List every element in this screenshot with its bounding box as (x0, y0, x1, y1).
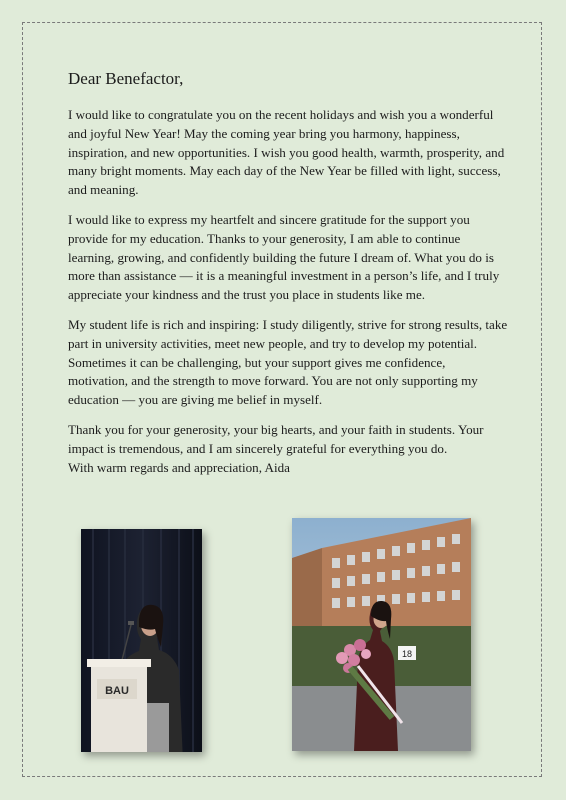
letter-paragraph-2: I would like to express my heartfelt and sincere gratitude for the support you provide for my education. Thanks to your generosity, I am able to continue learning, growing, and confidently building the future I dream of. What you do is more than assistance — it is a meaningful investment in a person’s life, and I truly appreciate your kindness and the trust you place in students like me. (68, 211, 500, 303)
photo-speech-at-podium (81, 529, 202, 752)
podium-logo-text: BAU (105, 685, 129, 697)
letter-body (68, 68, 508, 477)
letter-paragraph-3: My student life is rich and inspiring: I study diligently, strive for strong results, take part in university activities, meet new people, and try to develop my potential. Sometimes it can be challenging, but your support gives me confidence, motivation, and the strength to move forward. You are not only supporting my education — you are giving me belief in myself. (68, 316, 508, 408)
letter-paragraph-1: I would like to congratulate you on the recent holidays and wish you a wonderful and joyful New Year! May the coming year bring you harmony, happiness, inspiration, and new opportunities. I wish you good health, warmth, prosperity, and many bright moments. May each day of the New Year be filled with light, success, and meaning. (68, 107, 505, 198)
photo-student-with-flowers (292, 518, 471, 751)
letter-paragraph-4: Thank you for your generosity, your big hearts, and your faith in students. Your impact is tremendous, and I am sincerely grateful for everything you do. (68, 421, 484, 456)
flowers-photo-illustration (292, 518, 471, 751)
speech-photo-illustration (81, 529, 202, 752)
letter-signature: With warm regards and appreciation, Aida (68, 459, 290, 475)
letter-greeting: Dear Benefactor, (68, 69, 184, 88)
number-card-text: 18 (401, 649, 413, 659)
